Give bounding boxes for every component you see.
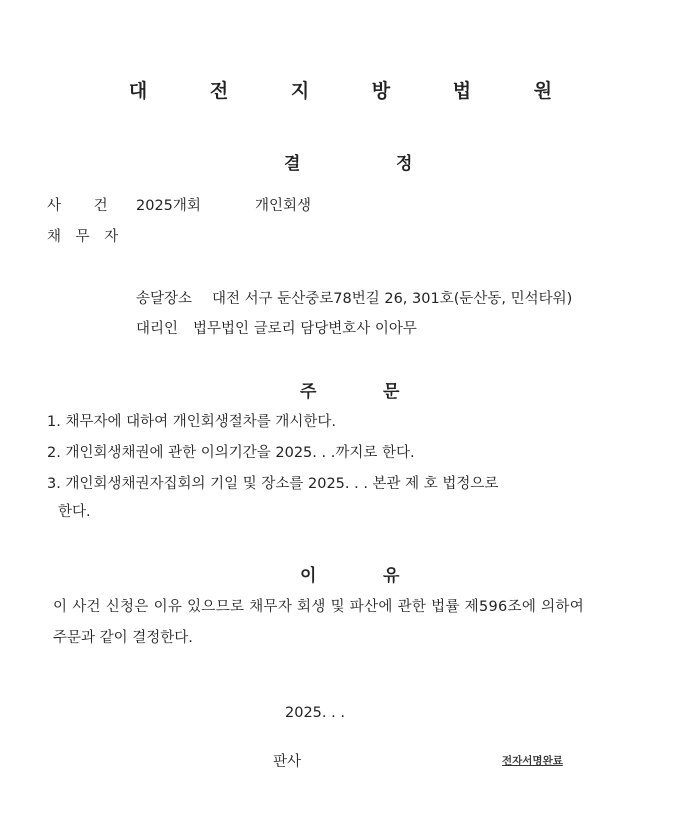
- e-signature-stamp: 전자서명완료: [502, 755, 563, 767]
- service-address-label: 송달장소: [136, 291, 193, 307]
- service-address-value: 대전 서구 둔산중로78번길 26, 301호(둔산동, 민석타워): [212, 291, 573, 307]
- debtor-label: 채 무 자: [47, 229, 124, 245]
- reason-heading-right: 유: [383, 566, 400, 586]
- order-heading-left: 주: [300, 382, 317, 402]
- judge-label: 판사: [273, 754, 302, 770]
- case-number: 2025개회: [136, 198, 201, 214]
- reason-heading-left: 이: [300, 566, 317, 586]
- case-type: 개인회생: [255, 198, 312, 214]
- order-item-3-continued: 한다.: [58, 504, 91, 520]
- court-name: 대 전 지 방 법 원: [128, 80, 581, 102]
- doc-type-left: 결: [284, 154, 301, 174]
- reason-line-1: 이 사건 신청은 이유 있으므로 채무자 회생 및 파산에 관한 법률 제596조에 의하여: [53, 599, 584, 615]
- agent-value: 법무법인 글로리 담당변호사 이아무: [193, 321, 417, 337]
- order-item-1: 1. 채무자에 대하여 개인회생절차를 개시한다.: [47, 414, 337, 430]
- reason-line-2: 주문과 같이 결정한다.: [53, 630, 193, 646]
- agent-label: 대리인: [136, 321, 179, 337]
- order-heading-right: 문: [383, 382, 400, 402]
- case-label: 사 건: [47, 198, 122, 214]
- decision-date: 2025. . .: [285, 705, 345, 721]
- order-item-3: 3. 개인회생채권자집회의 기일 및 장소를 2025. . . 본관 제 호 법정으로: [47, 476, 499, 492]
- order-item-2: 2. 개인회생채권에 관한 이의기간을 2025. . .까지로 한다.: [47, 445, 415, 461]
- doc-type-right: 정: [396, 154, 413, 174]
